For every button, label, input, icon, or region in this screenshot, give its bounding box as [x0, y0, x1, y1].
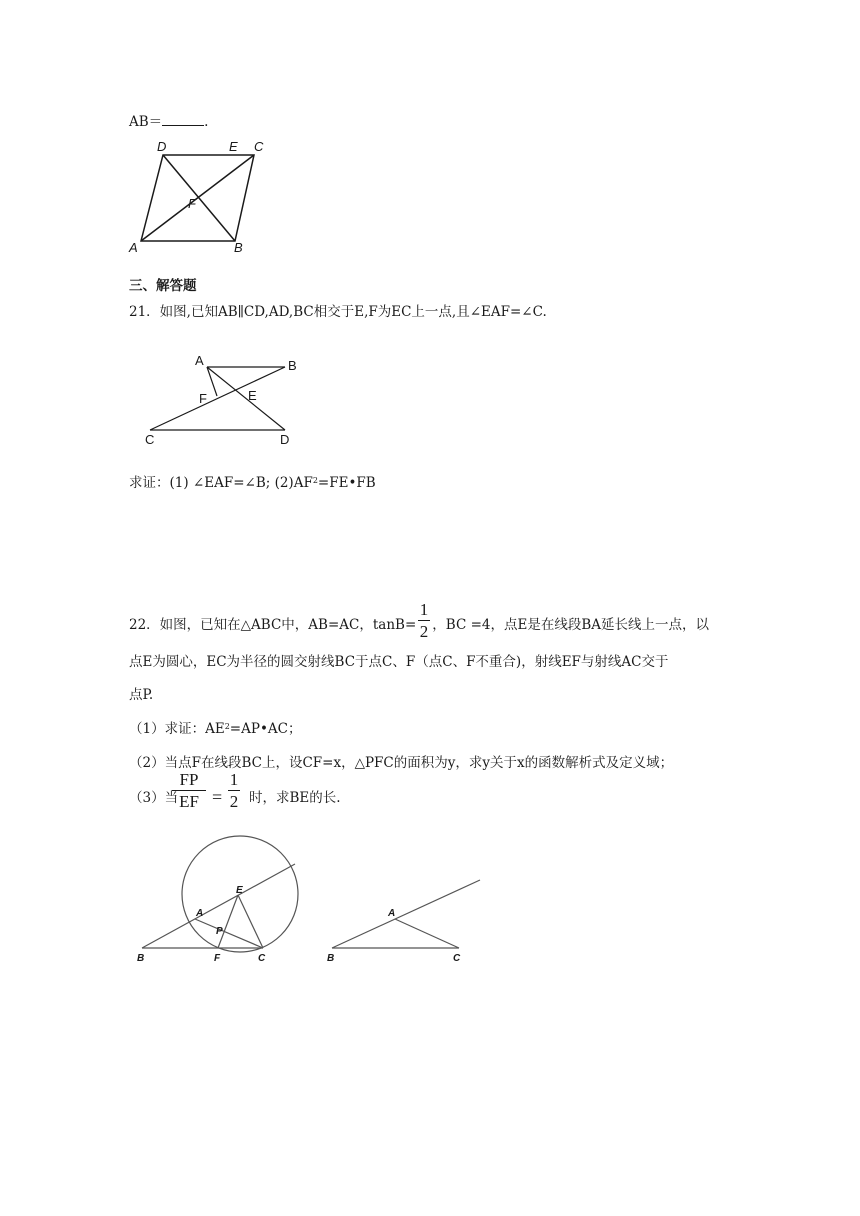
figure-parallelogram [120, 135, 290, 255]
q21-text: 21．如图,已知AB∥CD,AD,BC相交于E,F为EC上一点,且∠EAF=∠C. [129, 304, 547, 320]
q22-line1-start: 22．如图，已知在△ABC中，AB=AC，tanB= [129, 617, 417, 633]
figure-q21 [140, 350, 310, 450]
label-f: F [188, 196, 196, 211]
q22-part1 [129, 720, 301, 738]
label-c: C [254, 139, 264, 154]
q21-proof [129, 474, 376, 492]
fp-numerator: FP [179, 770, 199, 789]
label-p: P [216, 926, 223, 937]
q22-part3-start: （3）当 [129, 790, 179, 806]
label-e: E [236, 885, 243, 896]
tan-denominator: 2 [419, 622, 429, 641]
part1-exponent: 2 [224, 722, 230, 731]
q22-line3: 点P. [129, 687, 154, 703]
q22-line2: 点E为圆心，EC为半径的圆交射线BC于点C、F（点C、F不重合)，射线EF与射线AC交于 [129, 654, 669, 670]
proof-exponent: 2 [312, 476, 318, 485]
q22-part3-end: 时，求BE的长. [249, 790, 341, 806]
label-e: E [248, 388, 257, 403]
figure-q22-triangle [320, 830, 495, 970]
proof-text: 求证：(1) ∠EAF=∠B; (2)AF [129, 475, 313, 491]
part1-text: （1）求证：AE [129, 721, 225, 737]
label-f: F [199, 391, 207, 406]
label-c: C [453, 953, 461, 964]
label-b: B [327, 953, 335, 964]
label-a: A [195, 353, 204, 368]
answer-line-ab [129, 113, 208, 131]
fraction-half [228, 770, 240, 811]
label-e: E [229, 139, 238, 154]
fraction-fp-ef [172, 770, 206, 811]
label-a: A [129, 240, 138, 255]
end-dot: . [204, 114, 209, 130]
fraction-tan [418, 600, 430, 641]
answer-blank[interactable] [162, 113, 204, 126]
label-b: B [288, 358, 297, 373]
label-f: F [214, 953, 221, 964]
q22-line1-end: ，BC =4，点E是在线段BA延长线上一点，以 [432, 617, 709, 633]
ef-denominator: EF [179, 792, 199, 811]
label-a: A [388, 908, 396, 919]
label-c: C [145, 432, 155, 447]
figure-q22-circle [130, 830, 310, 970]
proof-text-end: =FE•FB [317, 475, 376, 491]
part1-text-end: =AP•AC； [229, 721, 302, 737]
label-b: B [234, 240, 243, 255]
half-denominator: 2 [229, 792, 239, 811]
label-c: C [258, 953, 266, 964]
q22-part2: （2）当点F在线段BC上，设CF=x，△PFC的面积为y，求y关于x的函数解析式及定义域； [129, 755, 674, 771]
label-d: D [157, 139, 167, 154]
label-a: A [196, 908, 204, 919]
tan-numerator: 1 [419, 600, 429, 619]
equals-sign: = [212, 787, 223, 807]
section-heading: 三、解答题 [129, 278, 197, 294]
label-b: B [137, 953, 145, 964]
label-d: D [280, 432, 290, 447]
half-numerator: 1 [229, 770, 239, 789]
ab-label: AB＝ [129, 114, 163, 130]
